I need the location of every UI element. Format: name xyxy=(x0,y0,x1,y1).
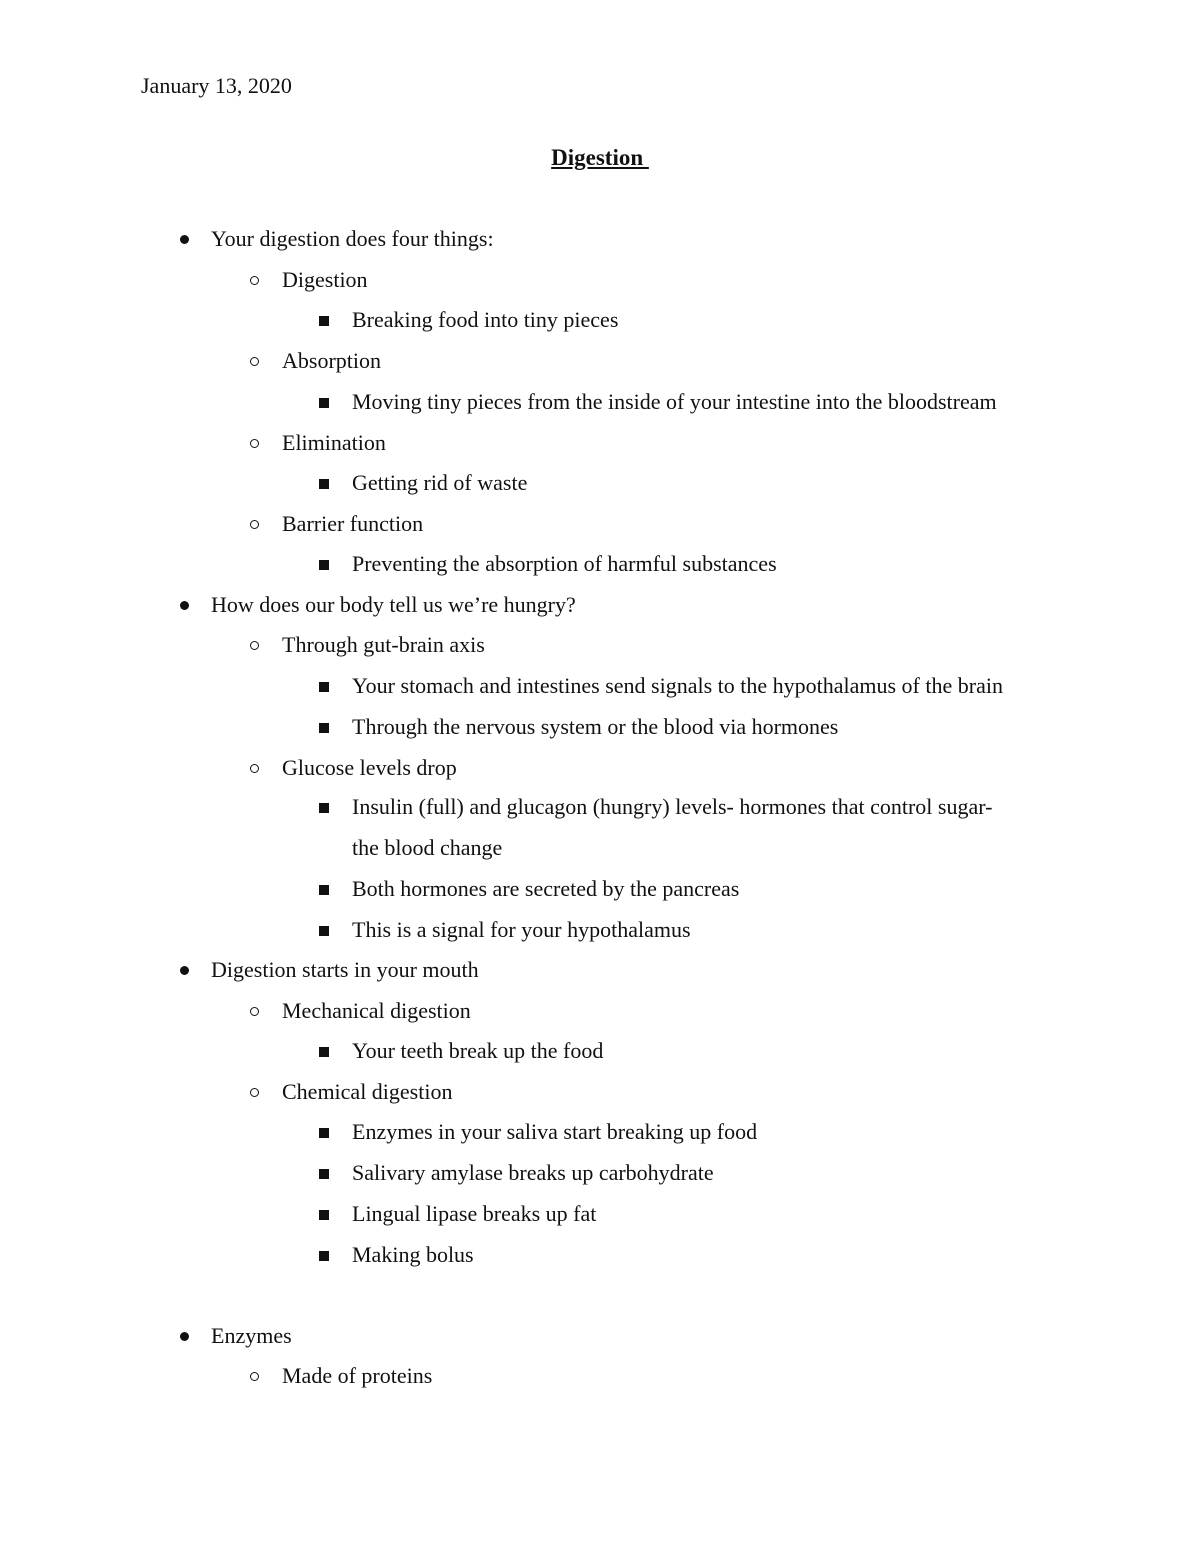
bullet-square-icon xyxy=(319,316,329,326)
bullet-disc-icon xyxy=(180,235,189,244)
bullet-square-icon xyxy=(319,885,329,895)
bullet-circle-icon xyxy=(250,764,259,773)
list-item-level-3: Insulin (full) and glucagon (hungry) levels- hormones that control sugar- xyxy=(352,794,993,819)
bullet-circle-icon xyxy=(250,276,259,285)
list-item-level-3: Your teeth break up the food xyxy=(352,1038,604,1063)
list-item-continuation: the blood change xyxy=(352,835,503,860)
list-item-level-1: Enzymes xyxy=(211,1323,292,1348)
list-item-level-3: This is a signal for your hypothalamus xyxy=(352,917,691,942)
bullet-circle-icon xyxy=(250,1007,259,1016)
bullet-square-icon xyxy=(319,1169,329,1179)
bullet-square-icon xyxy=(319,560,329,570)
list-item-level-3: Through the nervous system or the blood via hormones xyxy=(352,714,839,739)
list-item-level-3: Getting rid of waste xyxy=(352,470,528,495)
list-item-level-2: Made of proteins xyxy=(282,1363,433,1388)
list-item-level-3: Enzymes in your saliva start breaking up food xyxy=(352,1119,758,1144)
bullet-square-icon xyxy=(319,723,329,733)
bullet-circle-icon xyxy=(250,1088,259,1097)
bullet-circle-icon xyxy=(250,520,259,529)
bullet-circle-icon xyxy=(250,439,259,448)
bullet-square-icon xyxy=(319,398,329,408)
bullet-square-icon xyxy=(319,1128,329,1138)
bullet-square-icon xyxy=(319,803,329,813)
list-item-level-1: Digestion starts in your mouth xyxy=(211,957,479,982)
bullet-circle-icon xyxy=(250,357,259,366)
document-title: Digestion xyxy=(551,145,649,170)
list-item-level-3: Moving tiny pieces from the inside of your intestine into the bloodstream xyxy=(352,389,997,414)
list-item-level-2: Absorption xyxy=(282,348,381,373)
bullet-disc-icon xyxy=(180,1332,189,1341)
bullet-disc-icon xyxy=(180,966,189,975)
list-item-level-2: Barrier function xyxy=(282,511,424,536)
list-item-level-3: Making bolus xyxy=(352,1242,474,1267)
bullet-square-icon xyxy=(319,1251,329,1261)
list-item-level-2: Elimination xyxy=(282,430,386,455)
bullet-square-icon xyxy=(319,1210,329,1220)
bullet-circle-icon xyxy=(250,1372,259,1381)
list-item-level-2: Glucose levels drop xyxy=(282,755,457,780)
bullet-square-icon xyxy=(319,682,329,692)
list-item-level-2: Chemical digestion xyxy=(282,1079,453,1104)
bullet-square-icon xyxy=(319,926,329,936)
list-item-level-3: Salivary amylase breaks up carbohydrate xyxy=(352,1160,714,1185)
list-item-level-3: Your stomach and intestines send signals to the hypothalamus of the brain xyxy=(352,673,1003,698)
list-item-level-1: Your digestion does four things: xyxy=(211,226,494,251)
bullet-square-icon xyxy=(319,479,329,489)
list-item-level-1: How does our body tell us we’re hungry? xyxy=(211,592,576,617)
bullet-disc-icon xyxy=(180,601,189,610)
bullet-square-icon xyxy=(319,1047,329,1057)
list-item-level-3: Lingual lipase breaks up fat xyxy=(352,1201,597,1226)
list-item-level-3: Preventing the absorption of harmful substances xyxy=(352,551,777,576)
document-date: January 13, 2020 xyxy=(141,73,292,98)
list-item-level-2: Mechanical digestion xyxy=(282,998,471,1023)
list-item-level-2: Through gut-brain axis xyxy=(282,632,485,657)
list-item-level-3: Both hormones are secreted by the pancreas xyxy=(352,876,740,901)
list-item-level-3: Breaking food into tiny pieces xyxy=(352,307,619,332)
list-item-level-2: Digestion xyxy=(282,267,368,292)
bullet-circle-icon xyxy=(250,641,259,650)
